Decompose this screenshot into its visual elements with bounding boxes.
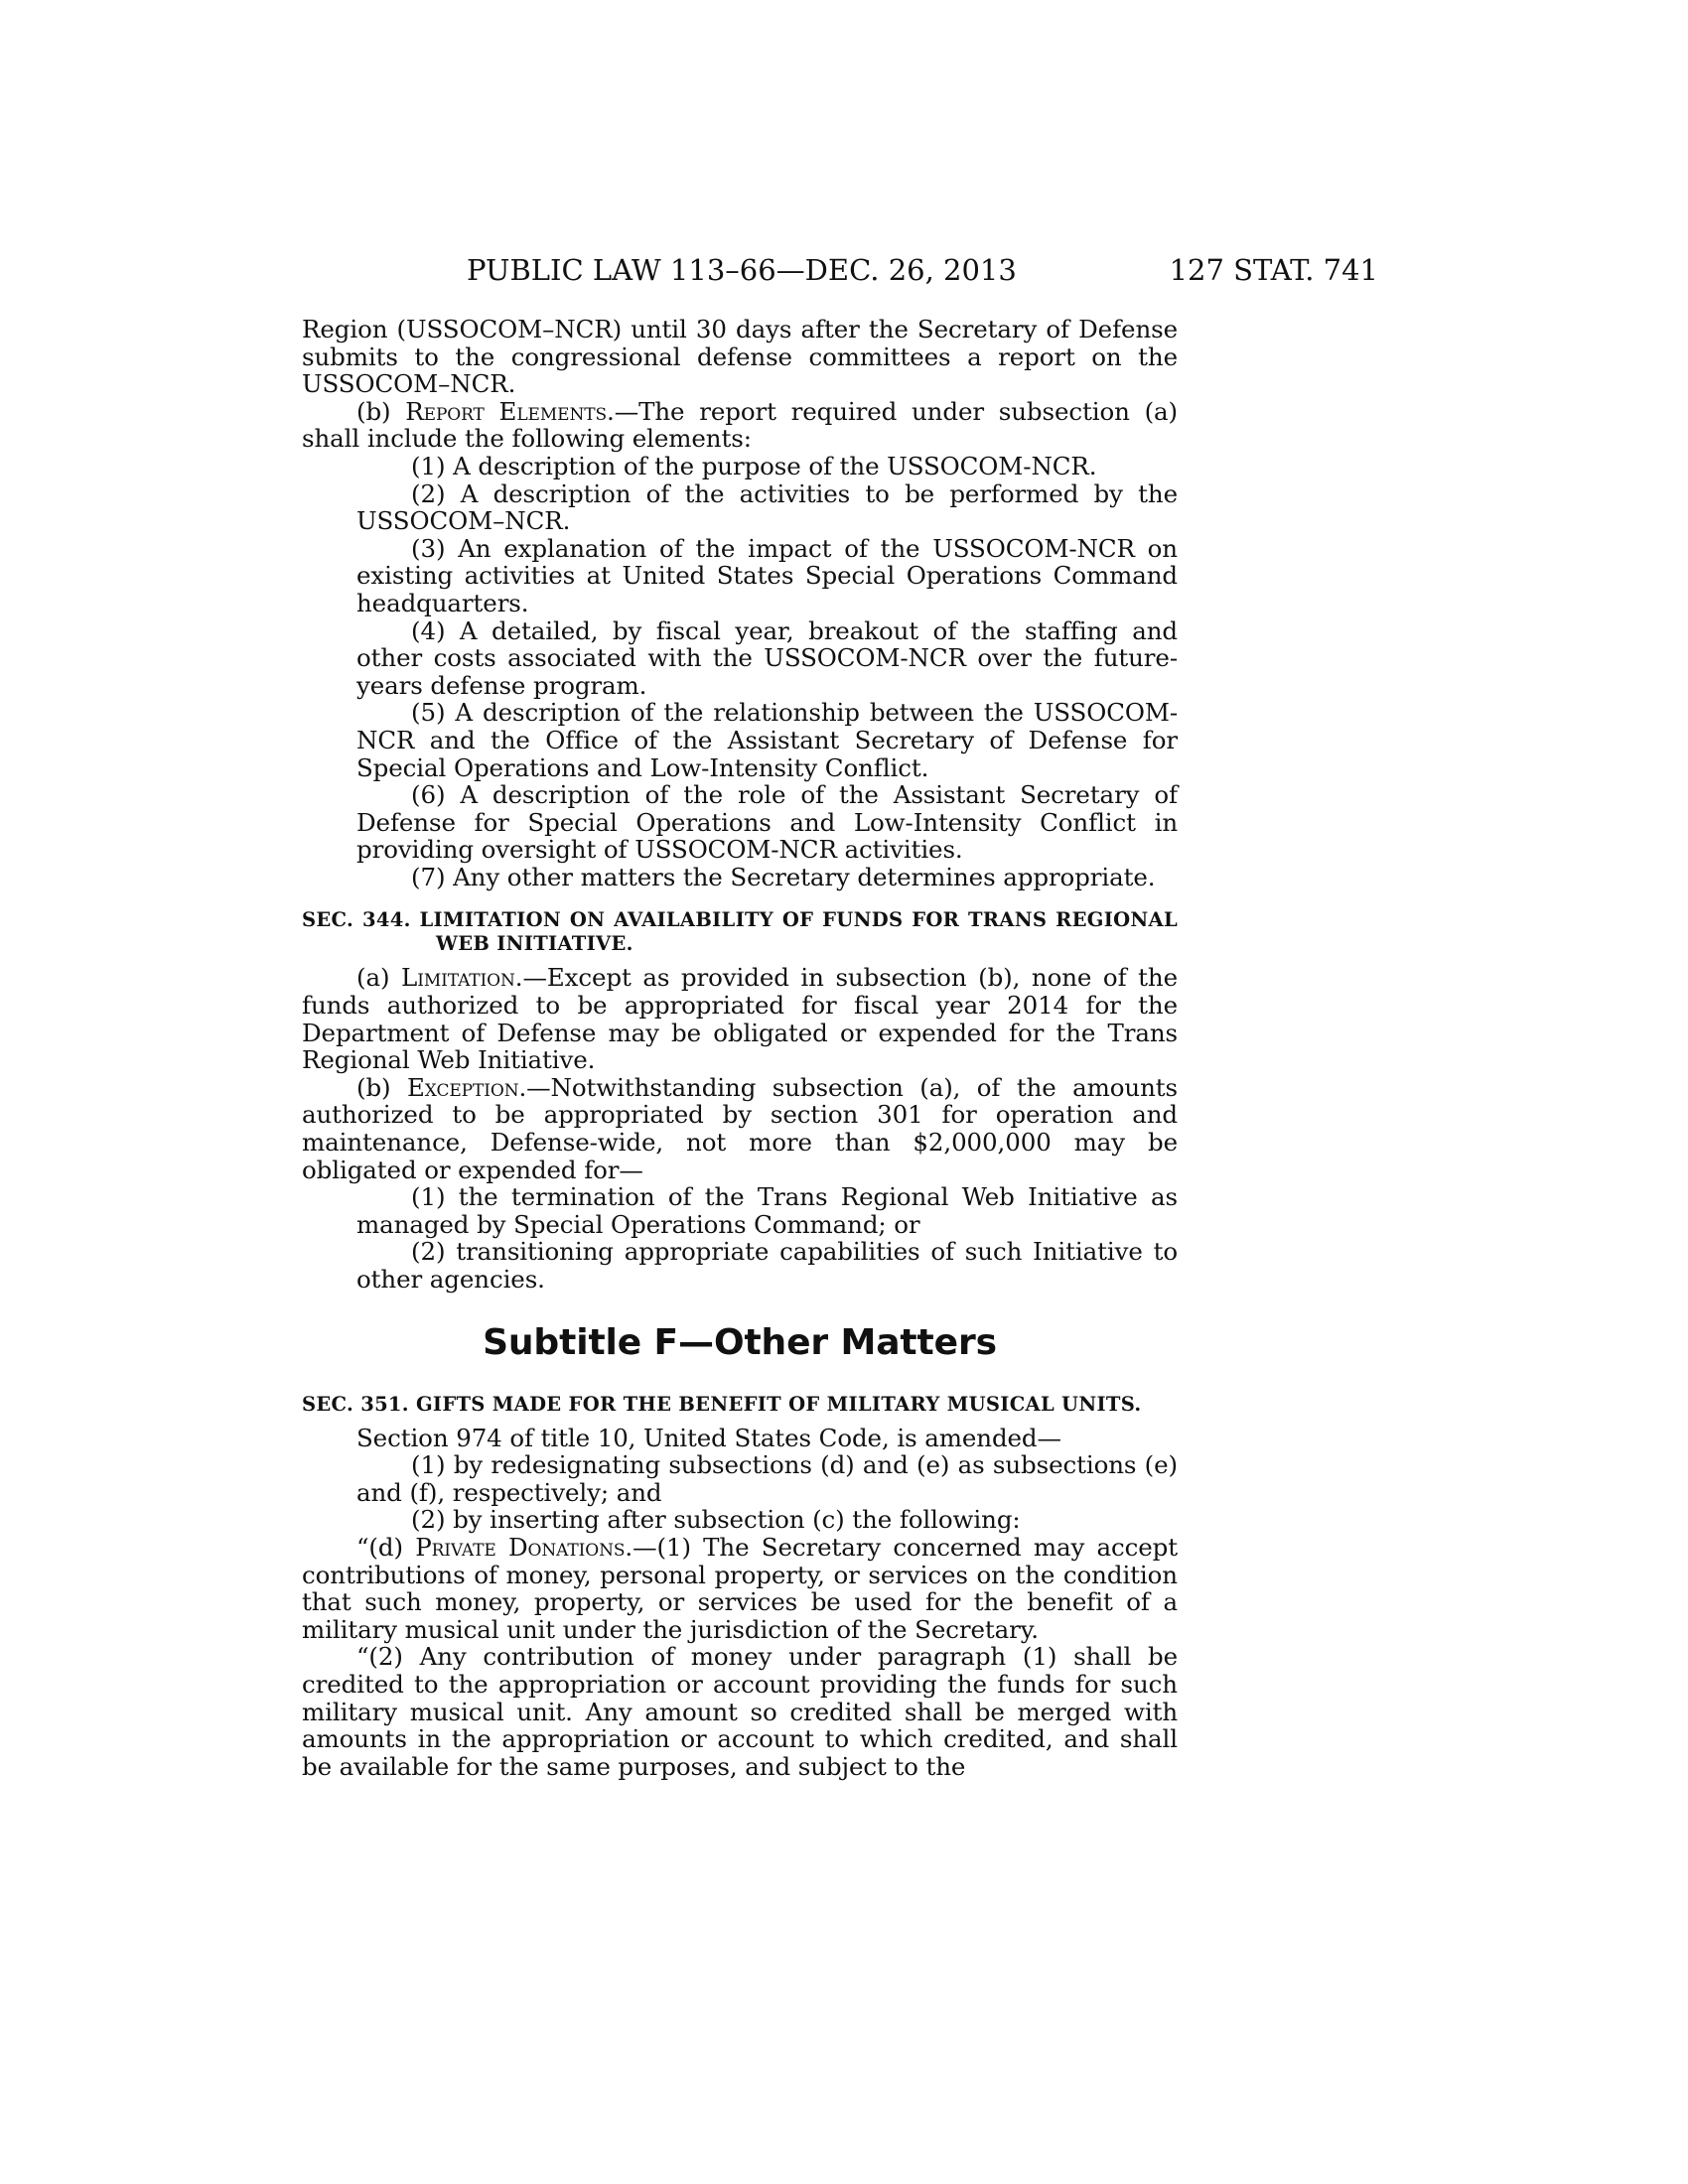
running-head: PUBLIC LAW 113–66—DEC. 26, 2013 [467, 253, 1017, 287]
list-item: (6) A description of the role of the Assistant Secretary of Defense for Special Operations and Low-Intensity Conflict in providing oversight of USSOCOM-NCR activities. [356, 780, 1178, 865]
subsection-heading: Exception [406, 1072, 519, 1102]
paragraph: “(2) Any contribution of money under paragraph (1) shall be credited to the appropriation or account providing the funds for such military musical unit. Any amount so credited shall be merged with amounts in the appropriation or account to which credited, and shall be available for the same purposes, and subject to the [302, 1642, 1178, 1781]
section-heading-344: SEC. 344. LIMITATION ON AVAILABILITY OF FUNDS FOR TRANS REGIONAL WEB INITIATIVE. [302, 908, 1178, 956]
paragraph: Section 974 of title 10, United States Code, is amended— [356, 1423, 1061, 1452]
list-item: (1) the termination of the Trans Regional Web Initiative as managed by Special Operations Command; or [356, 1182, 1178, 1239]
page-body [302, 316, 1178, 1780]
section-heading-351: SEC. 351. GIFTS MADE FOR THE BENEFIT OF MILITARY MUSICAL UNITS. [302, 1392, 1142, 1416]
list-item: (1) by redesignating subsections (d) and (e) as subsections (e) and (f), respectively; and [356, 1450, 1178, 1507]
list-item: (1) A description of the purpose of the USSOCOM-NCR. [411, 451, 1097, 480]
paragraph-limitation: (a) Limitation.—Except as provided in subsection (b), none of the funds authorized to be appropriated for fiscal year 2014 for the Department of Defense may be obligated or expended for the Trans Regional Web Initiative. [302, 963, 1178, 1075]
subsection-heading: Limitation [401, 963, 515, 993]
list-item: (4) A detailed, by fiscal year, breakout of the staffing and other costs associated with the USSOCOM-NCR over the future-years defense program. [356, 615, 1178, 700]
subsection-heading: Private Donations [415, 1532, 626, 1562]
list-item: (2) transitioning appropriate capabilities of such Initiative to other agencies. [356, 1237, 1178, 1294]
paragraph-private-donations: “(d) Private Donations.—(1) The Secretary concerned may accept contributions of money, personal property, or services on the condition that such money, property, or services be used for the benefit of a military musical unit under the jurisdiction of the Secretary. [302, 1532, 1178, 1644]
list-item: (3) An explanation of the impact of the USSOCOM-NCR on existing activities at United States Special Operations Command headquarters. [356, 533, 1178, 617]
subsection-heading: Report Elements [405, 396, 608, 426]
paragraph-report-elements: (b) Report Elements.—The report required under subsection (a) shall include the following elements: [302, 396, 1178, 454]
list-item: (2) A description of the activities to be performed by the USSOCOM–NCR. [356, 478, 1178, 536]
subtitle-heading: Subtitle F—Other Matters [483, 1321, 997, 1363]
page-header [302, 248, 1378, 292]
paragraph: Region (USSOCOM–NCR) until 30 days after the Secretary of Defense submits to the congressional defense committees a report on the USSOCOM–NCR. [302, 315, 1178, 399]
list-item: (2) by inserting after subsection (c) the following: [411, 1505, 1021, 1535]
list-item: (7) Any other matters the Secretary determines appropriate. [411, 862, 1156, 891]
page-citation: 127 STAT. 741 [1169, 253, 1378, 287]
paragraph-exception: (b) Exception.—Notwithstanding subsection (a), of the amounts authorized to be appropriated by section 301 for operation and maintenance, Defense-wide, not more than $2,000,000 may be obligated or expended for— [302, 1072, 1178, 1184]
list-item: (5) A description of the relationship between the USSOCOM-NCR and the Office of the Assistant Secretary of Defense for Special Operations and Low-Intensity Conflict. [356, 698, 1178, 782]
